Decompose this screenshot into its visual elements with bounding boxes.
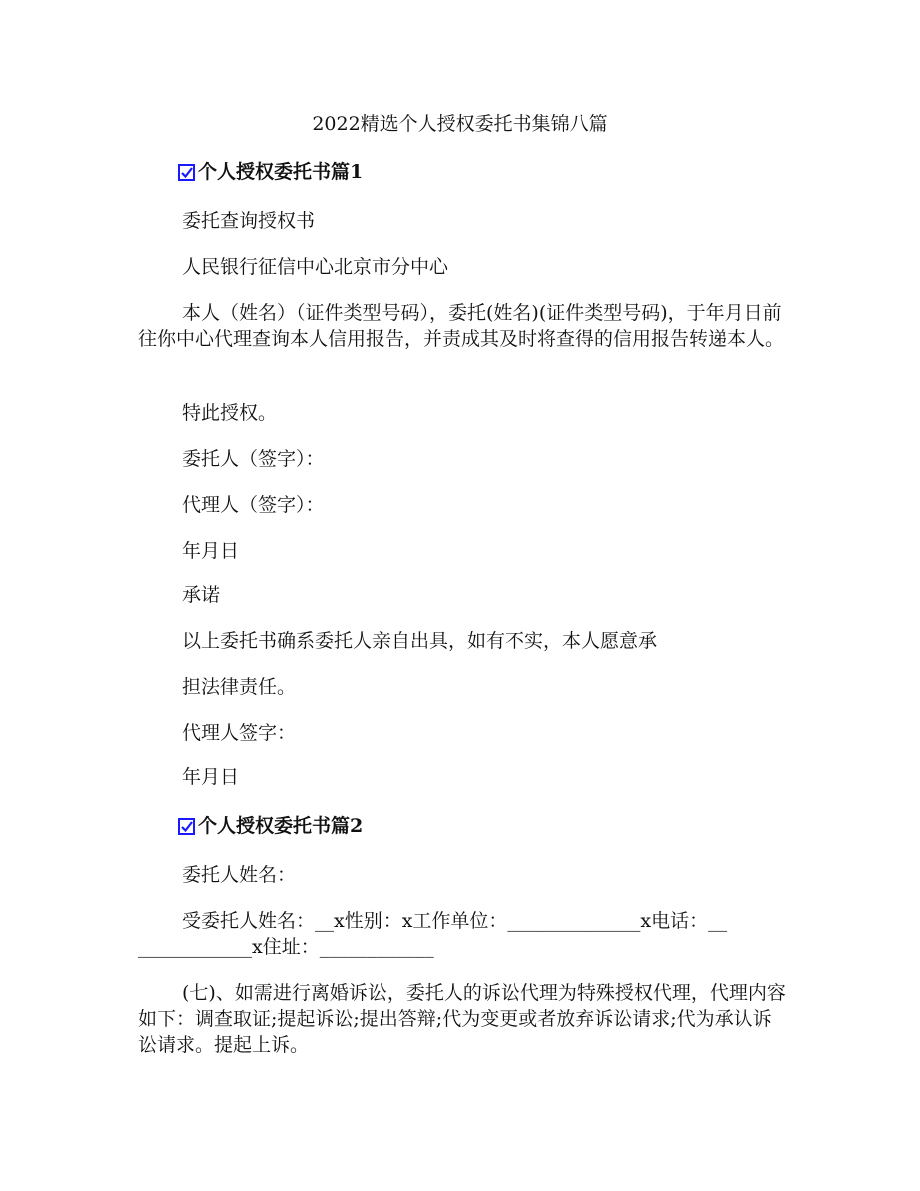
section-heading-label: 个人授权委托书篇1 xyxy=(198,161,364,183)
text-line: 担法律责任。 xyxy=(182,676,297,698)
section-heading-2 xyxy=(178,814,363,838)
document-title: 2022精选个人授权委托书集锦八篇 xyxy=(312,113,608,135)
text-line: 特此授权。 xyxy=(182,402,278,424)
text-line: 委托人姓名： xyxy=(182,864,297,886)
text-line: 承诺 xyxy=(182,584,221,606)
section-heading-1 xyxy=(178,160,363,184)
paragraph: (七)、如需进行离婚诉讼，委托人的诉讼代理为特殊授权代理，代理内容如下：调查取证;提起诉讼;提出答辩;代为变更或者放弃诉讼请求;代为承认诉讼请求。提起上诉。 xyxy=(138,982,786,1056)
text-line: 委托人（签字）： xyxy=(182,448,325,470)
paragraph: 本人（姓名）（证件类型号码），委托(姓名)(证件类型号码)，于年月日前往你中心代理查询本人信用报告，并责成其及时将查得的信用报告转递本人。 xyxy=(138,302,785,350)
text-line: 人民银行征信中心北京市分中心 xyxy=(182,256,449,278)
text-line: 委托查询授权书 xyxy=(182,210,316,232)
text-line: 以上委托书确系委托人亲自出具，如有不实，本人愿意承 xyxy=(182,630,658,652)
text-line: 年月日 xyxy=(182,540,240,562)
form-fields-paragraph: 受委托人姓名：__x性别：x工作单位：______________x电话：__ ____________x住址：____________ xyxy=(138,910,728,958)
text-line: 代理人（签字）： xyxy=(182,494,325,516)
text-line: 代理人签字： xyxy=(182,722,297,744)
text-line: 年月日 xyxy=(182,766,240,788)
section-heading-label: 个人授权委托书篇2 xyxy=(198,815,364,837)
checkbox-checked-icon xyxy=(178,164,195,181)
checkbox-checked-icon xyxy=(178,818,195,835)
